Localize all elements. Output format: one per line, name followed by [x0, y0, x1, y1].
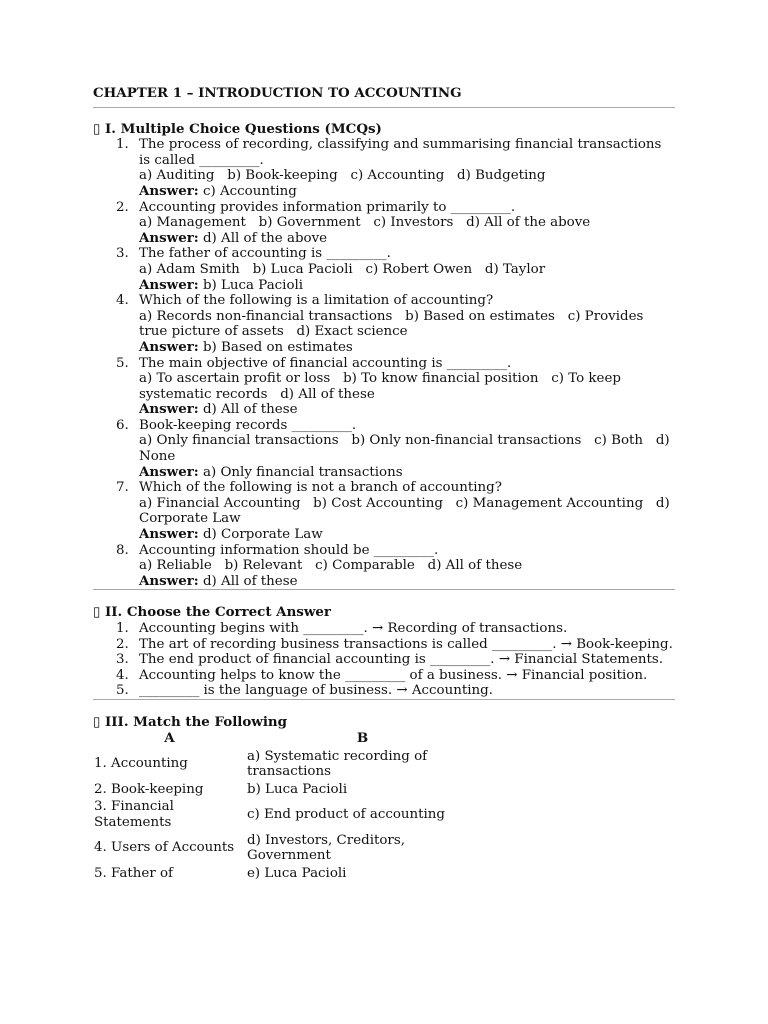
- choose-number: 1.: [116, 621, 129, 636]
- match-header-row: [93, 731, 479, 748]
- mcq-question: Which of the following is a limitation of accounting?: [139, 293, 494, 309]
- answer-label: Answer:: [139, 229, 199, 246]
- answer-value: b) Luca Pacioli: [202, 277, 304, 293]
- answer-value: d) Corporate Law: [202, 527, 323, 543]
- match-col-b-cell: b) Luca Pacioli: [247, 781, 348, 797]
- answer-label: Answer:: [139, 572, 199, 589]
- choose-answer-list: [93, 621, 675, 699]
- mcq-item: [93, 480, 675, 542]
- mcq-number: 3.: [116, 246, 129, 262]
- mcq-question: Which of the following is not a branch of accounting?: [139, 480, 502, 496]
- match-row: [93, 832, 479, 865]
- match-table: [93, 731, 479, 883]
- mcq-answer: [139, 278, 675, 294]
- mcq-options: a) To ascertain profit or loss b) To know financial position c) To keep systematic records d) All of these: [139, 371, 626, 402]
- answer-value: d) All of these: [202, 402, 298, 418]
- choose-item: [93, 683, 675, 699]
- choose-text: Accounting begins with _________. → Recording of transactions.: [139, 621, 568, 636]
- mcq-answer: [139, 402, 675, 418]
- mcq-number: 2.: [116, 199, 129, 215]
- choose-text: The art of recording business transactions is called _________. → Book-keeping.: [139, 636, 673, 652]
- answer-value: c) Accounting: [202, 183, 297, 199]
- mcq-number: 1.: [116, 137, 129, 153]
- mcq-answer: [139, 465, 675, 481]
- mcq-question: Accounting provides information primarily to _________.: [139, 199, 516, 215]
- answer-value: b) Based on estimates: [202, 339, 353, 355]
- answer-label: Answer:: [139, 526, 199, 543]
- match-col-b-cell: e) Luca Pacioli: [247, 865, 347, 881]
- mcq-number: 4.: [116, 293, 129, 309]
- divider: [93, 699, 675, 700]
- match-col-b-cell: d) Investors, Creditors, Government: [247, 832, 405, 864]
- section-mcq-title: ▯ I. Multiple Choice Questions (MCQs): [93, 120, 382, 137]
- match-col-a-cell: 4. Users of Accounts: [94, 840, 235, 856]
- match-row: [93, 865, 479, 883]
- match-col-a-cell: 5. Father of: [94, 865, 174, 881]
- choose-item: [93, 668, 675, 684]
- match-col-a-cell: 1. Accounting: [94, 756, 188, 772]
- mcq-answer: [139, 231, 675, 247]
- mcq-question: The father of accounting is _________.: [139, 246, 391, 262]
- mcq-options: a) Management b) Government c) Investors d) All of the above: [139, 215, 591, 231]
- choose-item: [93, 637, 675, 653]
- mcq-question: Book-keeping records _________.: [139, 417, 357, 433]
- mcq-item: [93, 356, 675, 418]
- mcq-answer: [139, 184, 675, 200]
- answer-value: d) All of these: [202, 573, 298, 589]
- mcq-answer: [139, 340, 675, 356]
- match-col-b-header: B: [356, 730, 369, 747]
- mcq-options: a) Auditing b) Book-keeping c) Accounting d) Budgeting: [139, 168, 546, 184]
- mcq-item: [93, 543, 675, 590]
- choose-text: The end product of financial accounting is _________. → Financial Statements.: [139, 652, 664, 668]
- choose-number: 5.: [116, 683, 129, 699]
- answer-label: Answer:: [139, 338, 199, 355]
- choose-item: [93, 621, 675, 637]
- choose-number: 3.: [116, 652, 129, 668]
- answer-label: Answer:: [139, 463, 199, 480]
- mcq-answer: [139, 574, 675, 590]
- match-col-a-cell: 2. Book-keeping: [94, 781, 204, 797]
- choose-item: [93, 652, 675, 668]
- mcq-number: 8.: [116, 542, 129, 558]
- mcq-options: a) Adam Smith b) Luca Pacioli c) Robert Owen d) Taylor: [139, 261, 546, 277]
- mcq-number: 6.: [116, 417, 129, 433]
- answer-label: Answer:: [139, 182, 199, 199]
- mcq-item: [93, 418, 675, 480]
- choose-number: 2.: [116, 636, 129, 652]
- choose-number: 4.: [116, 667, 129, 683]
- choose-text: Accounting helps to know the _________ of a business. → Financial position.: [139, 667, 648, 683]
- match-col-a-cell: 3. Financial Statements: [94, 799, 174, 830]
- mcq-item: [93, 137, 675, 199]
- answer-value: a) Only financial transactions: [202, 464, 403, 480]
- mcq-question: The process of recording, classifying and summarising financial transactions is called _________.: [139, 137, 662, 168]
- document-page: [93, 86, 675, 882]
- match-col-b-cell: a) Systematic recording of transactions: [247, 748, 428, 780]
- match-row: [93, 781, 479, 799]
- match-col-a-header: A: [164, 730, 175, 747]
- mcq-number: 5.: [116, 355, 129, 371]
- mcq-options: a) Only financial transactions b) Only non-financial transactions c) Both d) None: [139, 433, 674, 465]
- mcq-options: a) Financial Accounting b) Cost Accounting c) Management Accounting d) Corporate Law: [139, 495, 674, 527]
- match-body: [93, 748, 479, 883]
- mcq-item: [93, 200, 675, 247]
- mcq-list: [93, 137, 675, 589]
- match-row: [93, 798, 479, 831]
- mcq-question: The main objective of financial accounting is _________.: [139, 355, 512, 371]
- mcq-question: Accounting information should be _________.: [139, 542, 439, 558]
- answer-label: Answer:: [139, 401, 199, 418]
- mcq-item: [93, 246, 675, 293]
- mcq-item: [93, 293, 675, 355]
- chapter-title: CHAPTER 1 – INTRODUCTION TO ACCOUNTING: [93, 85, 462, 101]
- answer-value: d) All of the above: [202, 230, 328, 246]
- mcq-answer: [139, 527, 675, 543]
- choose-text: _________ is the language of business. → Accounting.: [139, 683, 493, 699]
- mcq-number: 7.: [116, 480, 129, 496]
- divider: [93, 107, 675, 108]
- mcq-options: a) Reliable b) Relevant c) Comparable d) All of these: [139, 558, 523, 574]
- section-choose-title: ▯ II. Choose the Correct Answer: [93, 604, 331, 621]
- divider: [93, 589, 675, 590]
- answer-label: Answer:: [139, 276, 199, 293]
- match-col-b-cell: c) End product of accounting: [247, 807, 446, 823]
- mcq-options: a) Records non-financial transactions b) Based on estimates c) Provides true picture of assets d) Exact science: [139, 308, 648, 340]
- match-row: [93, 748, 479, 781]
- section-match-title: ▯ III. Match the Following: [93, 713, 288, 730]
